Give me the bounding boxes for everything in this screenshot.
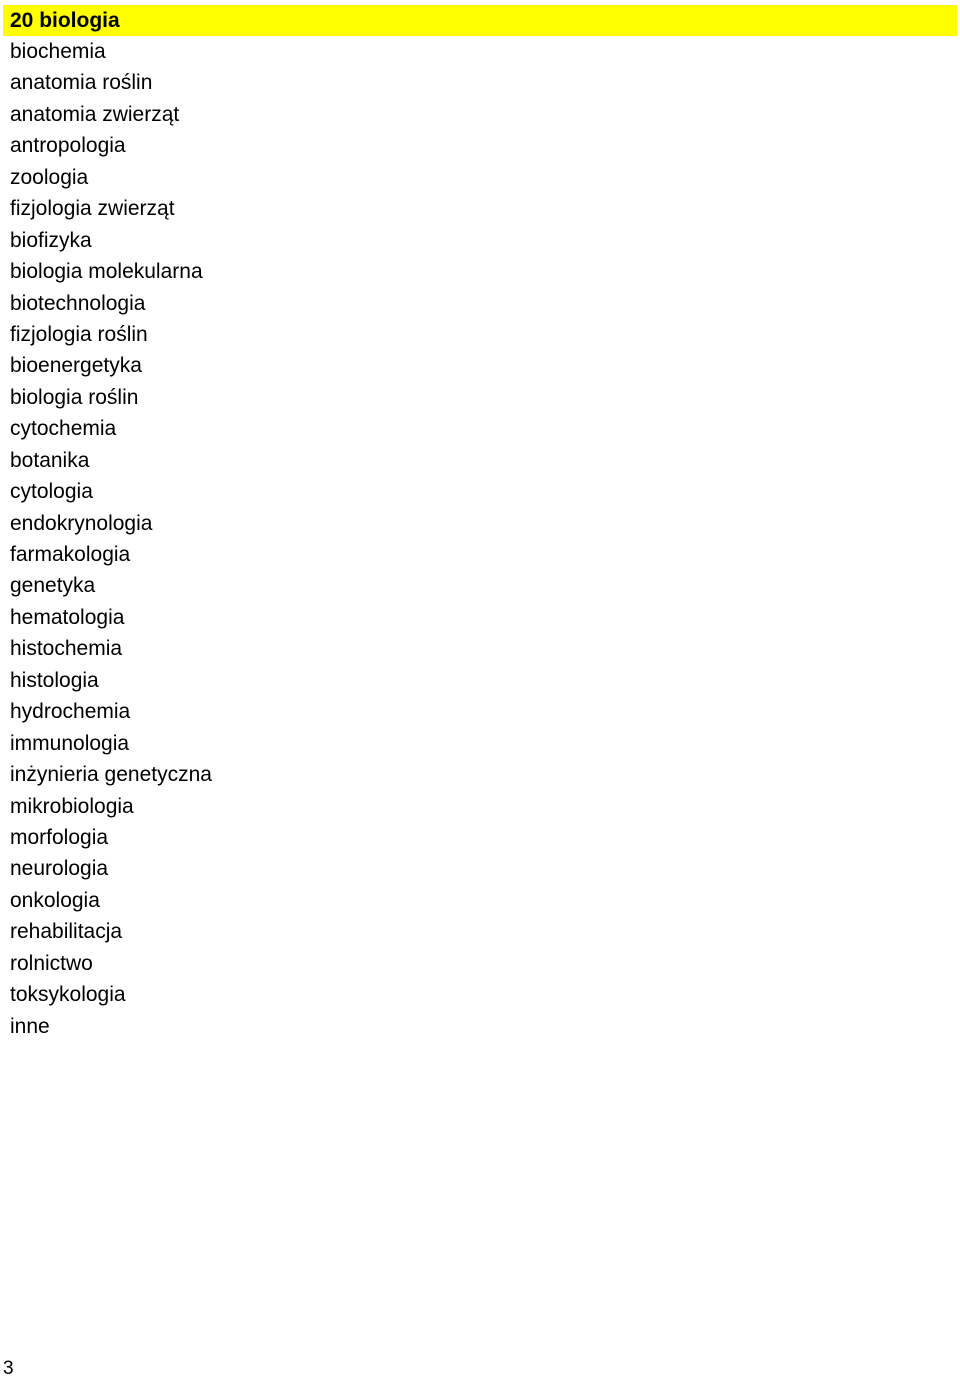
page-number: 3 xyxy=(3,1358,14,1379)
list-item: rolnictwo xyxy=(10,951,93,975)
list-item: antropologia xyxy=(10,134,126,158)
list-item: endokrynologia xyxy=(10,511,153,535)
list-item: inne xyxy=(10,1014,50,1038)
list-item: biologia roślin xyxy=(10,385,139,409)
list-item: inżynieria genetyczna xyxy=(10,763,212,787)
discipline-list xyxy=(10,36,212,1042)
list-item: onkologia xyxy=(10,888,100,912)
list-item: hematologia xyxy=(10,605,125,629)
list-item: biochemia xyxy=(10,40,106,63)
list-item: genetyka xyxy=(10,574,96,598)
list-item: histologia xyxy=(10,668,99,692)
list-item: morfologia xyxy=(10,825,109,849)
list-item: biotechnologia xyxy=(10,291,146,315)
list-item: rehabilitacja xyxy=(10,920,123,944)
list-item: anatomia roślin xyxy=(10,71,153,95)
list-item: farmakologia xyxy=(10,543,131,566)
list-item: fizjologia zwierząt xyxy=(10,197,175,221)
list-item: neurologia xyxy=(10,857,109,881)
list-item: cytochemia xyxy=(10,417,117,441)
list-item: botanika xyxy=(10,448,90,472)
list-item: fizjologia roślin xyxy=(10,322,148,346)
list-item: zoologia xyxy=(10,165,89,189)
list-item: anatomia zwierząt xyxy=(10,102,180,126)
list-item: hydrochemia xyxy=(10,700,131,724)
list-item: immunologia xyxy=(10,731,130,755)
list-item: bioenergetyka xyxy=(10,354,142,378)
list-item: toksykologia xyxy=(10,983,126,1007)
list-item: mikrobiologia xyxy=(10,794,134,818)
list-item: biofizyka xyxy=(10,228,92,252)
category-title: 20 biologia xyxy=(10,9,120,32)
category-header-highlight xyxy=(3,5,957,36)
list-item: biologia molekularna xyxy=(10,260,203,284)
list-item: histochemia xyxy=(10,637,123,661)
list-item: cytologia xyxy=(10,480,93,504)
